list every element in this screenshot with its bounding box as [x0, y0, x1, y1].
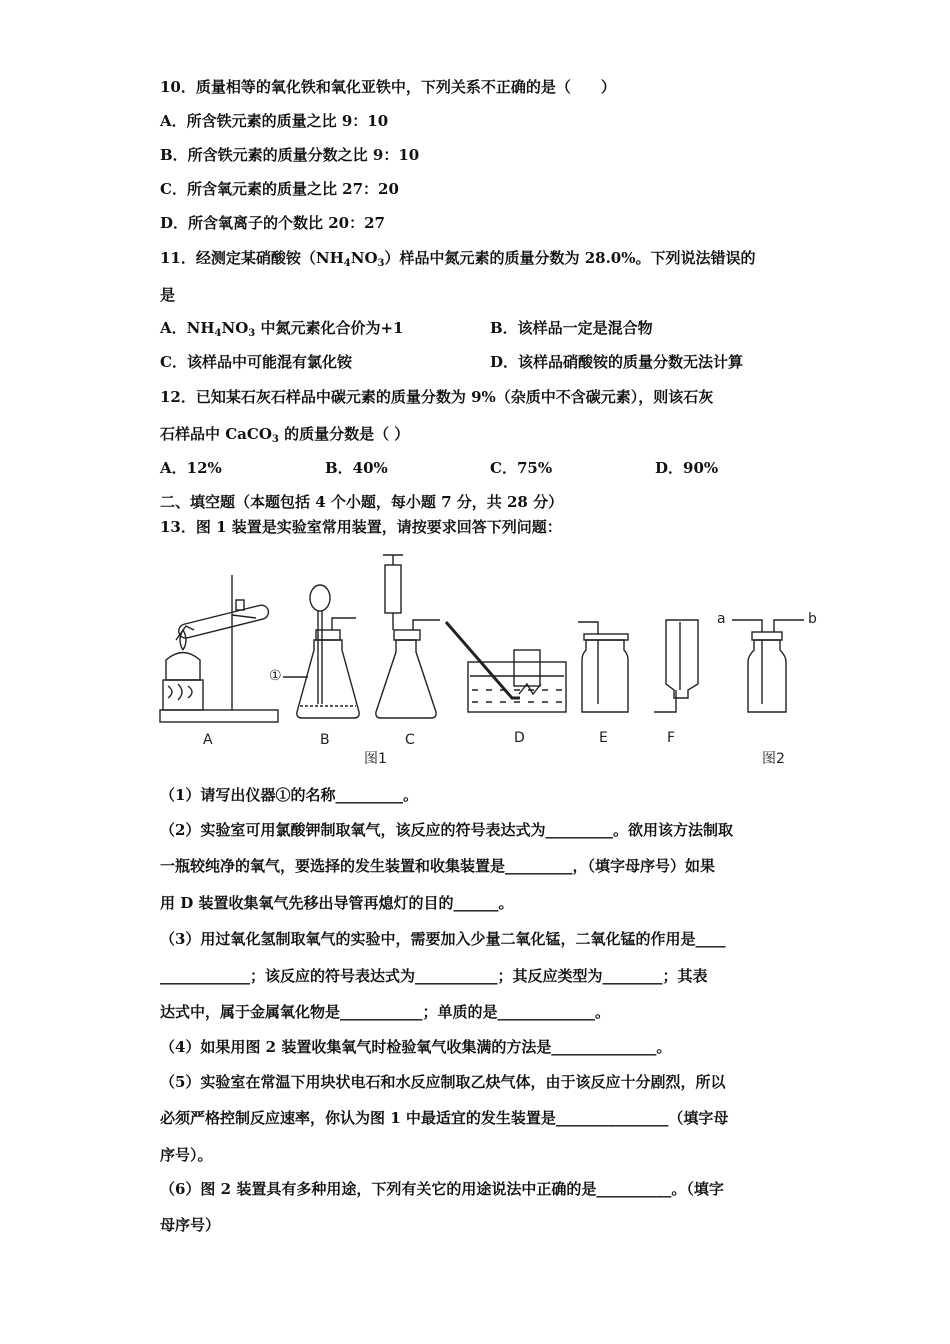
label-b: B	[320, 732, 330, 748]
q10-option-d: D．所含氧离子的个数比 20：27	[160, 214, 385, 232]
q11-option-c: C．该样品中可能混有氯化铵	[160, 353, 352, 371]
q13-part-3b: ____________；该反应的符号表达式为___________；其反应类型为________；其表	[160, 967, 708, 985]
q12-option-d: D．90%	[655, 459, 719, 477]
q13-part-5a: （5）实验室在常温下用块状电石和水反应制取乙炔气体，由于该反应十分剧烈，所以	[160, 1073, 726, 1091]
q13-part-1: （1）请写出仪器①的名称_________。	[160, 786, 418, 804]
q13-part-3a: （3）用过氧化氢制取氧气的实验中，需要加入少量二氧化锰，二氧化锰的作用是____	[160, 930, 726, 948]
fig1-caption: 图1	[364, 751, 387, 767]
q13-part-2c: 用 D 装置收集氧气先移出导管再熄灯的目的______。	[160, 894, 514, 912]
label-d: D	[514, 730, 525, 746]
apparatus-a	[160, 575, 278, 722]
q13-stem: 13．图 1 装置是实验室常用装置，请按要求回答下列问题：	[160, 518, 562, 536]
fig2-caption: 图2	[762, 751, 785, 767]
q12-stem: 12．已知某石灰石样品中碳元素的质量分数为 9%（杂质中不含碳元素），则该石灰	[160, 388, 714, 406]
q11-stem-cont: 是	[160, 286, 176, 304]
q10-option-b: B．所含铁元素的质量分数之比 9：10	[160, 146, 420, 164]
apparatus-e	[578, 622, 628, 712]
q12-stem-cont: 石样品中 CaCO$_3$ 的质量分数是（ ）	[160, 425, 410, 445]
q13-part-5c: 序号）。	[160, 1146, 213, 1164]
q11-stem: 11．经测定某硝酸铵$(NH_4NO_3)$样品中氮元素的质量分数为 28.0%。下列说法错误的	[160, 249, 756, 269]
label-f: F	[667, 730, 676, 746]
q12-option-b: B．40%	[325, 459, 388, 477]
label-a: A	[203, 732, 213, 748]
q10-stem: 10．质量相等的氧化铁和氧化亚铁中，下列关系不正确的是（ ）	[160, 78, 616, 96]
apparatus-d	[446, 622, 566, 712]
marker-1: ①	[269, 668, 282, 684]
apparatus-b	[283, 585, 359, 718]
apparatus-fig2	[732, 620, 804, 712]
q12-option-c: C．75%	[490, 459, 553, 477]
label-c: C	[405, 732, 415, 748]
section-heading: 二、填空题（本题包括 4 个小题，每小题 7 分，共 28 分）	[160, 493, 564, 511]
apparatus-c	[376, 555, 440, 718]
q10-option-c: C．所含氧元素的质量之比 27：20	[160, 180, 399, 198]
q13-part-5b: 必须严格控制反应速率，你认为图 1 中最适宜的发生装置是_______________（填字母	[160, 1109, 729, 1127]
port-a: a	[717, 611, 726, 627]
q13-part-2a: （2）实验室可用氯酸钾制取氧气，该反应的符号表达式为_________。欲用该方法制取	[160, 821, 733, 839]
apparatus-f	[654, 620, 698, 712]
q13-part-2b: 一瓶较纯净的氧气，要选择的发生装置和收集装置是_________，（填字母序号）如果	[160, 857, 716, 875]
q13-part-6a: （6）图 2 装置具有多种用途，下列有关它的用途说法中正确的是__________。（填字	[160, 1180, 724, 1198]
q13-part-6b: 母序号）	[160, 1216, 221, 1234]
q13-part-4: （4）如果用图 2 装置收集氧气时检验氧气收集满的方法是______________。	[160, 1038, 672, 1056]
q11-option-a: A．$NH_4NO_3$ 中氮元素化合价为+1	[160, 319, 404, 339]
q11-option-d: D．该样品硝酸铵的质量分数无法计算	[490, 353, 744, 371]
q12-option-a: A．12%	[160, 459, 222, 477]
q13-part-3c: 达式中，属于金属氧化物是___________；单质的是_____________。	[160, 1003, 611, 1021]
q10-option-a: A．所含铁元素的质量之比 9：10	[160, 112, 389, 130]
q11-option-b: B．该样品一定是混合物	[490, 319, 653, 337]
port-b: b	[808, 611, 817, 627]
label-e: E	[599, 730, 608, 746]
